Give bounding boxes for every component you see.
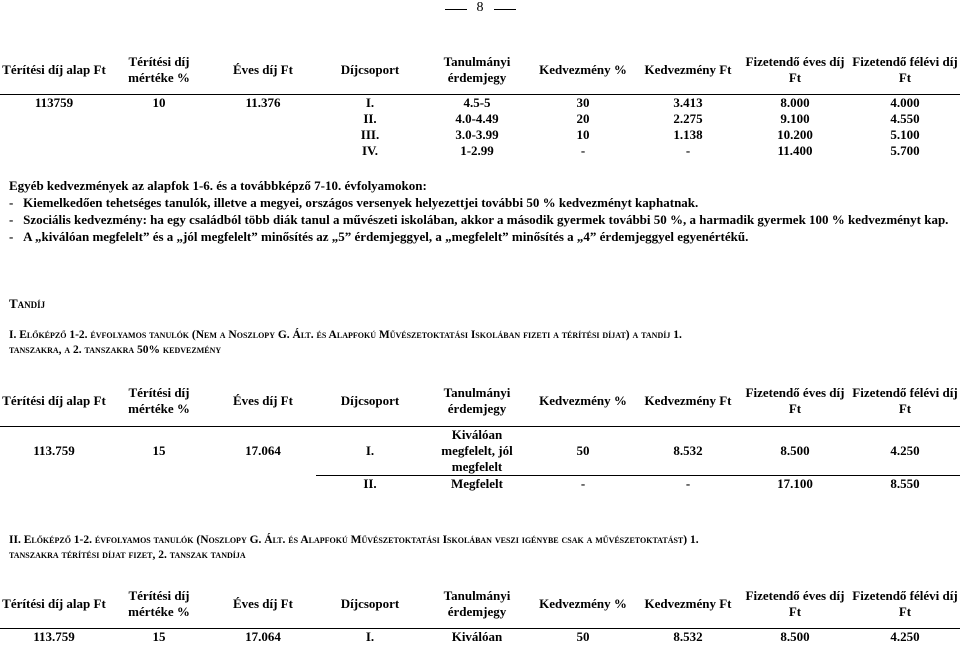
table-cell <box>210 475 316 492</box>
section-2-title <box>9 533 949 563</box>
column-header: Éves díj Ft <box>210 580 316 628</box>
section-title-line: I. Előképző 1-2. évfolyamos tanulók (Nem a Noszlopy G. Ált. és Alapfokú Művészetoktatási Iskolában fizeti a térítési díjat) a tandíj 1. <box>9 329 682 341</box>
table-cell: III. <box>360 126 380 142</box>
section-title-line: tanszakra térítési díjat fizet, 2. tanszak tandíja <box>9 549 246 561</box>
discount-table-2 <box>0 376 960 492</box>
section-1-title <box>9 328 949 358</box>
table-cell <box>0 143 108 159</box>
table-cell: 3.0-3.99 <box>455 126 499 142</box>
table-row <box>0 143 960 159</box>
column-header: Tanulmányi érdemjegy <box>424 46 530 94</box>
column-header: Díjcsoport <box>316 46 424 94</box>
list-item-text: Szociális kedvezmény: ha egy családból több diák tanul a művészeti iskolában, akkor a második gyermek további 50 %, a harmadik gyermek 100 % kedvezményt kap. <box>23 212 949 227</box>
table-cell: - <box>636 475 740 492</box>
page-number-header <box>0 0 960 16</box>
table-cell: Kiválóan <box>451 628 503 644</box>
table-cell: 17.064 <box>245 628 281 644</box>
list-item-text: Kiemelkedően tehetséges tanulók, illetve a megyei, országos versenyek helyezettjei további 50 % kedvezményt kaphatnak. <box>23 195 699 210</box>
table-cell: 20 <box>576 110 590 126</box>
table-cell: 1-2.99 <box>460 142 494 158</box>
tandij-heading: Tandíj <box>9 296 46 311</box>
column-header: Díjcsoport <box>316 580 424 628</box>
table-cell: 5.100 <box>890 126 920 142</box>
list-item: - A „kiválóan megfelelt” és a „jól megfelelt” minősítés az „5” érdemjeggyel, a „megfelelt” minősítés a „4” érdemjeggyel egyenértékű. <box>9 229 749 244</box>
table-cell: 4.550 <box>890 110 920 126</box>
table-row <box>0 127 960 143</box>
column-header: Kedvezmény % <box>530 376 636 426</box>
table-cell: 3.413 <box>673 94 703 110</box>
column-header: Fizetendő félévi díj Ft <box>850 376 960 426</box>
table-row <box>0 475 960 492</box>
section-title-line: tanszakra, a 2. tanszakra 50% kedvezmény <box>9 344 222 356</box>
table-header-row <box>0 580 960 628</box>
table-cell: II. <box>363 110 377 126</box>
table-cell: 113759 <box>34 94 74 110</box>
discount-table-3 <box>0 580 960 645</box>
table-cell: 10 <box>576 126 590 142</box>
table-cell: I. <box>365 442 375 458</box>
table-cell: 1.138 <box>673 126 703 142</box>
table-cell: 50 <box>576 442 590 458</box>
table-cell <box>210 143 316 159</box>
table-cell <box>0 111 108 127</box>
column-header: Térítési díj alap Ft <box>0 46 108 94</box>
column-header: Térítési díj mértéke % <box>108 376 210 426</box>
table-cell: I. <box>365 628 375 644</box>
table-cell: - <box>685 142 691 158</box>
divider <box>445 9 467 10</box>
table-cell: 4.250 <box>890 442 920 458</box>
column-header: Térítési díj mértéke % <box>108 580 210 628</box>
table-cell: IV. <box>361 142 379 158</box>
column-header: Éves díj Ft <box>210 46 316 94</box>
list-item: - Kiemelkedően tehetséges tanulók, illetve a megyei, országos versenyek helyezettjei további 50 % kedvezményt kaphatnak. <box>9 195 699 210</box>
table-cell: 5.700 <box>890 142 920 158</box>
column-header: Térítési díj alap Ft <box>0 580 108 628</box>
table-header-row <box>0 46 960 94</box>
table-cell: 10 <box>152 94 166 110</box>
table-cell: 4.5-5 <box>463 94 491 110</box>
table-cell: 11.400 <box>777 142 813 158</box>
table-cell: 8.532 <box>673 628 703 644</box>
column-header: Kedvezmény Ft <box>636 46 740 94</box>
table-cell: 4.0-4.49 <box>455 110 499 126</box>
column-header: Kedvezmény % <box>530 580 636 628</box>
column-header: Fizetendő félévi díj Ft <box>850 46 960 94</box>
table-cell: 11.376 <box>245 94 281 110</box>
table-cell: 2.275 <box>673 110 703 126</box>
table-cell <box>108 143 210 159</box>
list-item-text: A „kiválóan megfelelt” és a „jól megfelelt” minősítés az „5” érdemjeggyel, a „megfelelt” minősítés a „4” érdemjeggyel egyenértékű. <box>23 229 749 244</box>
table-cell: Megfelelt <box>451 475 503 491</box>
table-cell: 113.759 <box>33 442 75 458</box>
column-header: Térítési díj alap Ft <box>0 376 108 426</box>
table-cell <box>108 475 210 492</box>
table-cell: 8.550 <box>850 475 960 492</box>
discount-notes <box>9 178 949 245</box>
list-item: - Szociális kedvezmény: ha egy családból több diák tanul a művészeti iskolában, akkor a második gyermek további 50 %, a harmadik gyermek 100 % kedvezményt kap. <box>9 212 949 227</box>
column-header: Díjcsoport <box>316 376 424 426</box>
table-cell <box>108 127 210 143</box>
table-cell <box>210 111 316 127</box>
table-cell: 15 <box>152 442 166 458</box>
column-header: Fizetendő éves díj Ft <box>740 580 850 628</box>
table-cell: 4.250 <box>890 628 920 644</box>
table-cell: 17.100 <box>740 475 850 492</box>
column-header: Kedvezmény Ft <box>636 376 740 426</box>
table-cell: Kiválóan megfelelt, jól megfelelt <box>424 426 530 475</box>
table-cell: - <box>530 475 636 492</box>
table-cell: - <box>580 142 586 158</box>
divider <box>494 9 516 10</box>
table-cell <box>108 111 210 127</box>
column-header: Fizetendő éves díj Ft <box>740 376 850 426</box>
table-cell: 8.500 <box>780 442 810 458</box>
table-cell: 17.064 <box>245 442 281 458</box>
table-cell: 50 <box>576 628 590 644</box>
table-cell: 15 <box>152 628 166 644</box>
table-row <box>0 628 960 645</box>
column-header: Éves díj Ft <box>210 376 316 426</box>
table-cell: 4.000 <box>890 94 920 110</box>
column-header: Fizetendő éves díj Ft <box>740 46 850 94</box>
table-row <box>0 94 960 111</box>
column-header: Kedvezmény Ft <box>636 580 740 628</box>
column-header: Tanulmányi érdemjegy <box>424 376 530 426</box>
notes-intro: Egyéb kedvezmények az alapfok 1-6. és a továbbképző 7-10. évfolyamokon: <box>9 178 427 193</box>
table-cell: 9.100 <box>780 110 810 126</box>
table-cell: 8.500 <box>780 628 810 644</box>
column-header: Kedvezmény % <box>530 46 636 94</box>
column-header: Tanulmányi érdemjegy <box>424 580 530 628</box>
table-row <box>0 111 960 127</box>
table-cell <box>0 475 108 492</box>
table-header-row <box>0 376 960 426</box>
table-cell: 30 <box>576 94 590 110</box>
table-cell: 8.532 <box>673 442 703 458</box>
table-cell: I. <box>365 94 375 110</box>
table-cell: 10.200 <box>777 126 813 142</box>
table-cell <box>0 127 108 143</box>
table-cell <box>210 127 316 143</box>
table-cell: II. <box>316 475 424 492</box>
table-row <box>0 426 960 475</box>
discount-table-1 <box>0 46 960 159</box>
table-cell: 8.000 <box>780 94 810 110</box>
section-title-line: II. Előképző 1-2. évfolyamos tanulók (Noszlopy G. Ált. és Alapfokú Művészetoktatási Iskolában veszi igénybe csak a művészetoktatást) 1. <box>9 534 699 546</box>
table-cell: 113.759 <box>33 628 75 644</box>
page-number: 8 <box>476 0 484 15</box>
column-header: Fizetendő félévi díj Ft <box>850 580 960 628</box>
column-header: Térítési díj mértéke % <box>108 46 210 94</box>
